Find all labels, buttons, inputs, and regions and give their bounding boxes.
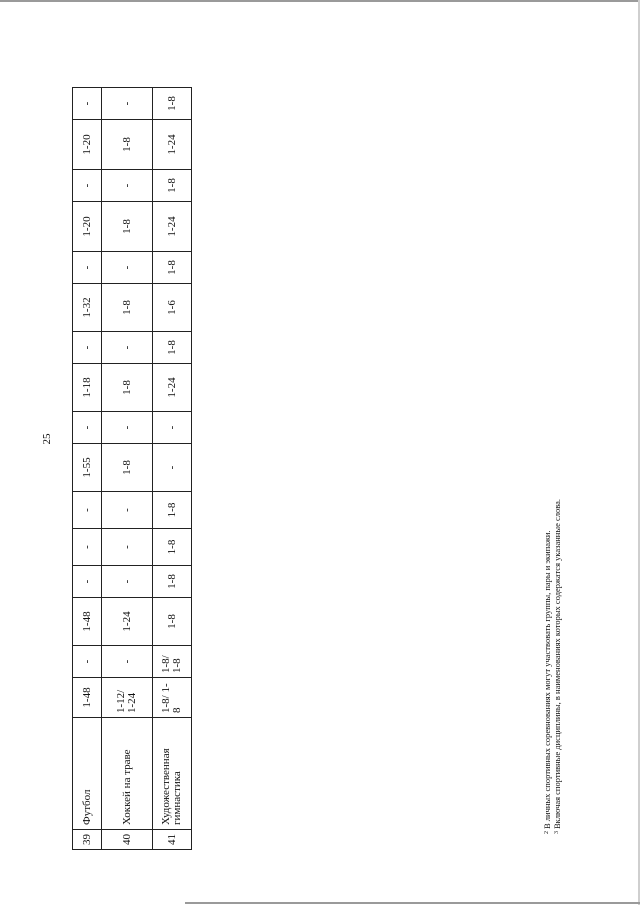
table-cell: - xyxy=(73,170,102,202)
footnote xyxy=(552,34,562,834)
table-cell: 1-18 xyxy=(73,364,102,412)
table-cell: 1-8 xyxy=(153,88,192,120)
table-cell: - xyxy=(73,529,102,566)
table-cell: - xyxy=(73,88,102,120)
table-cell: - xyxy=(73,566,102,598)
table-cell: 1-8 xyxy=(153,598,192,646)
table-row xyxy=(153,88,192,850)
table-cell: - xyxy=(102,412,153,444)
table-cell: 1-8 xyxy=(153,492,192,529)
footnote-text: В личных спортивных соревнованиях могут участвовать группы, пары и экипажи. xyxy=(542,530,552,829)
table-cell: - xyxy=(73,412,102,444)
footnote-mark: 3 xyxy=(554,831,560,834)
table-cell: 1-8 xyxy=(153,566,192,598)
table-cell: 1-8 xyxy=(153,170,192,202)
table-cell: 1-8 xyxy=(102,120,153,170)
scan-edge-top xyxy=(0,0,640,2)
table-cell: 1-8 xyxy=(153,332,192,364)
table-cell: - xyxy=(153,444,192,492)
table-cell: 1-32 xyxy=(73,284,102,332)
table-cell: - xyxy=(102,566,153,598)
table-cell: 1-8 xyxy=(102,202,153,252)
table-cell: 1-8/ 1-8 xyxy=(153,678,192,718)
table-cell: 1-8 xyxy=(102,364,153,412)
row-number: 39 xyxy=(73,830,102,850)
footnotes xyxy=(542,34,562,834)
table-cell: 1-24 xyxy=(102,598,153,646)
sport-name: Футбол xyxy=(73,718,102,830)
table-cell: 1-8 xyxy=(102,444,153,492)
sport-name: Художественная гимнастика xyxy=(153,718,192,830)
table-row xyxy=(73,88,102,850)
row-number: 41 xyxy=(153,830,192,850)
table-cell: 1-55 xyxy=(73,444,102,492)
table-cell: - xyxy=(153,412,192,444)
table-cell: 1-48 xyxy=(73,678,102,718)
table-cell: - xyxy=(73,492,102,529)
table-cell: 1-8 xyxy=(153,252,192,284)
table-cell: 1-24 xyxy=(153,120,192,170)
table-cell: 1-8 xyxy=(153,529,192,566)
table-cell: 1-20 xyxy=(73,202,102,252)
table-cell: 1-20 xyxy=(73,120,102,170)
table-cell: - xyxy=(102,88,153,120)
table-cell: 1-6 xyxy=(153,284,192,332)
table-cell: 1-24 xyxy=(153,202,192,252)
table-cell: 1-8/ 1-8 xyxy=(153,646,192,678)
table-cell: - xyxy=(102,529,153,566)
rotated-page xyxy=(40,20,580,850)
table-cell: 1-8 xyxy=(102,284,153,332)
table-cell: - xyxy=(73,332,102,364)
table-cell: 1-24 xyxy=(153,364,192,412)
table-cell: - xyxy=(102,170,153,202)
table-cell: - xyxy=(73,646,102,678)
sport-name: Хоккей на траве xyxy=(102,718,153,830)
table-cell: - xyxy=(102,646,153,678)
footnote-mark: 2 xyxy=(544,831,550,834)
table-cell: - xyxy=(102,252,153,284)
table-cell: 1-48 xyxy=(73,598,102,646)
table-cell: - xyxy=(102,492,153,529)
footnote-text: Включая спортивные дисциплины, в наименованиях которых содержатся указанные слова. xyxy=(552,498,562,829)
table-cell: 1-12/ 1-24 xyxy=(102,678,153,718)
page-number: 25 xyxy=(41,433,53,445)
table-cell: - xyxy=(102,332,153,364)
footnote xyxy=(542,34,552,834)
competition-table xyxy=(72,87,192,850)
table-cell: - xyxy=(73,252,102,284)
table-row xyxy=(102,88,153,850)
row-number: 40 xyxy=(102,830,153,850)
scan-edge-bottom xyxy=(185,902,640,904)
